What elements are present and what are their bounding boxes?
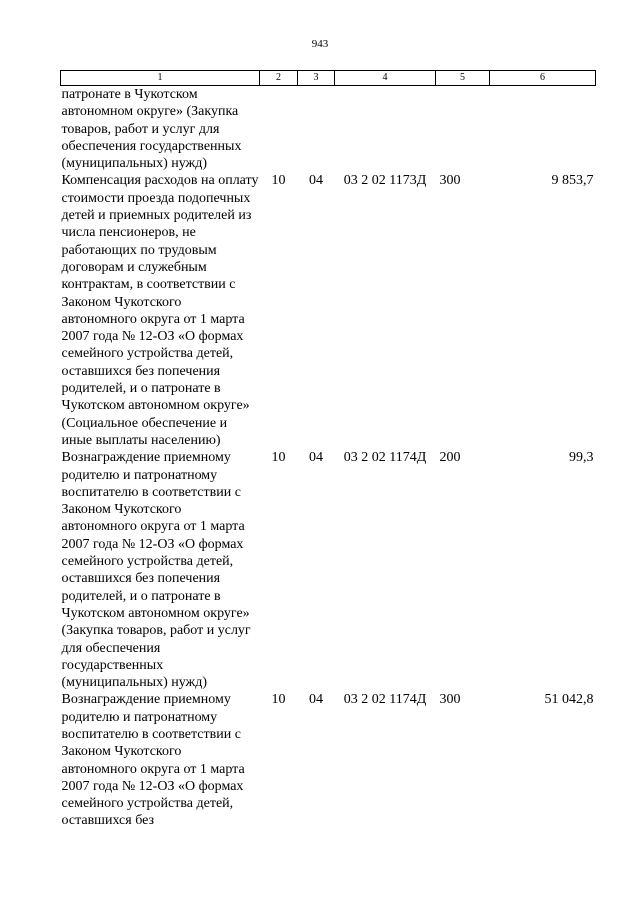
header-row — [61, 71, 596, 86]
budget-table — [60, 70, 596, 830]
row-expense-type: 200 — [439, 450, 461, 466]
row-description: Вознаграждение приемному родителю и патронатному воспитателю в соответствии с Законом Чукотского автономного округа от 1 марта 2007 года № 12-ОЗ «О формах семейного устройства детей, оставшихся без — [61, 692, 245, 829]
row-section: 10 — [271, 692, 286, 708]
row-description: Вознаграждение приемному родителю и патронатному воспитателю в соответствии с Законом Чукотского автономного округа от 1 марта 2007 года № 12-ОЗ «О формах семейного устройства детей, оставшихся без попечения родителей, и о патронате в Чукотском автономном округе» (Закупка товаров, работ и услуг для обеспечения государственных (муниципальных) нужд) — [61, 450, 251, 691]
row-section: 10 — [271, 450, 286, 466]
header-col-5: 5 — [436, 71, 490, 86]
header-col-4: 4 — [335, 71, 436, 86]
row-subsection: 04 — [309, 173, 323, 189]
row-description: патронате в Чукотском автономном округе» (Закупка товаров, работ и услуг для обеспечения государственных (муниципальных) нужд) — [61, 87, 242, 172]
row-expense-type: 300 — [439, 692, 461, 708]
row-expense-type — [436, 86, 490, 173]
table-row — [61, 449, 596, 691]
table-row — [61, 86, 596, 173]
row-target-article: 03 2 02 1174Д — [343, 450, 427, 466]
page-number: 943 — [311, 38, 329, 50]
row-subsection — [298, 86, 335, 173]
row-expense-type: 300 — [439, 173, 461, 189]
header-col-6: 6 — [490, 71, 596, 86]
row-subsection: 04 — [309, 692, 323, 708]
row-amount — [490, 86, 596, 173]
row-target-article — [335, 86, 436, 173]
row-amount: 9 853,7 — [551, 173, 594, 189]
row-amount: 99,3 — [569, 450, 594, 466]
row-amount: 51 042,8 — [544, 692, 594, 708]
row-target-article: 03 2 02 1173Д — [343, 173, 427, 189]
row-subsection: 04 — [309, 450, 323, 466]
row-description: Компенсация расходов на оплату стоимости проезда подопечных детей и приемных родителей из числа пенсионеров, не работающих по трудовым договорам и служебным контрактам, в соответствии с Законом Чукотского автономного округа от 1 марта 2007 года № 12-ОЗ «О формах семейного устройства детей, оставшихся без попечения родителей, и о патронате в Чукотском автономном округе» (Социальное обеспечение и иные выплаты населению) — [61, 173, 259, 448]
table-body — [61, 86, 596, 830]
header-col-1: 1 — [61, 71, 260, 86]
table-header — [61, 71, 596, 86]
header-col-2: 2 — [260, 71, 298, 86]
row-target-article: 03 2 02 1174Д — [343, 692, 427, 708]
table-row — [61, 691, 596, 829]
row-section: 10 — [271, 173, 286, 189]
header-col-3: 3 — [298, 71, 335, 86]
table-row — [61, 172, 596, 449]
row-section — [260, 86, 298, 173]
